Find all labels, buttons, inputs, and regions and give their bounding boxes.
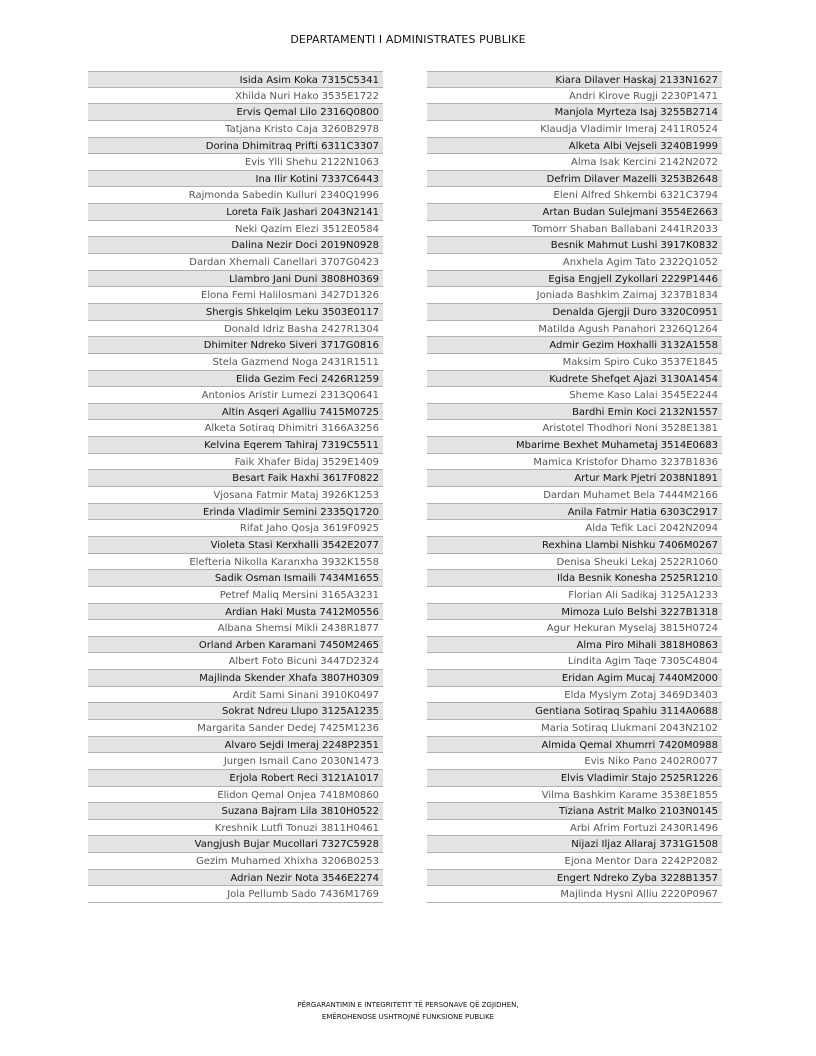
right-list-row: Eridan Agim Mucaj 7440M2000 — [427, 670, 722, 687]
left-list-row: Elidon Qemal Onjea 7418M0860 — [88, 787, 383, 804]
right-list-row: Engert Ndreko Zyba 3228B1357 — [427, 870, 722, 887]
right-list-row: Mimoza Lulo Belshi 3227B1318 — [427, 604, 722, 621]
left-list-row: Ina Ilir Kotini 7337C6443 — [88, 171, 383, 188]
page-footer — [0, 999, 816, 1023]
right-list-row: Ilda Besnik Konesha 2525R1210 — [427, 570, 722, 587]
left-list-row: Altin Asqeri Agalliu 7415M0725 — [88, 404, 383, 421]
right-list-row: Besnik Mahmut Lushi 3917K0832 — [427, 237, 722, 254]
left-list-row: Jurgen Ismail Cano 2030N1473 — [88, 753, 383, 770]
left-list-row: Xhilda Nuri Hako 3535E1722 — [88, 88, 383, 105]
right-list-row: Alketa Albi Vejseli 3240B1999 — [427, 138, 722, 155]
right-list-row: Artan Budan Sulejmani 3554E2663 — [427, 204, 722, 221]
left-list-row: Kreshnik Lutfi Tonuzi 3811H0461 — [88, 820, 383, 837]
left-list-row: Alvaro Sejdi Imeraj 2248P2351 — [88, 737, 383, 754]
right-list-row: Elda Myslym Zotaj 3469D3403 — [427, 687, 722, 704]
left-list-row: Llambro Jani Duni 3808H0369 — [88, 271, 383, 288]
left-list-row: Isida Asim Koka 7315C5341 — [88, 71, 383, 88]
left-list-row: Ardit Sami Sinani 3910K0497 — [88, 687, 383, 704]
left-list-row: Sadik Osman Ismaili 7434M1655 — [88, 570, 383, 587]
left-list-row: Alketa Sotiraq Dhimitri 3166A3256 — [88, 420, 383, 437]
left-list-row: Neki Qazim Elezi 3512E0584 — [88, 221, 383, 238]
right-list-row: Admir Gezim Hoxhalli 3132A1558 — [427, 337, 722, 354]
right-list-row: Mamica Kristofor Dhamo 3237B1836 — [427, 454, 722, 471]
left-list-row: Jola Pellumb Sado 7436M1769 — [88, 886, 383, 903]
left-list-row: Antonios Aristir Lumezi 2313Q0641 — [88, 387, 383, 404]
right-list-row: Eleni Alfred Shkembi 6321C3794 — [427, 187, 722, 204]
right-list-row: Artur Mark Pjetri 2038N1891 — [427, 470, 722, 487]
left-list-row: Shergis Shkelqim Leku 3503E0117 — [88, 304, 383, 321]
page-title: DEPARTAMENTI I ADMINISTRATES PUBLIKE — [290, 33, 526, 46]
right-list-row: Tomorr Shaban Ballabani 2441R2033 — [427, 221, 722, 238]
left-list-row: Rifat Jaho Qosja 3619F0925 — [88, 520, 383, 537]
right-list-row: Bardhi Emin Koci 2132N1557 — [427, 404, 722, 421]
right-list-row: Klaudja Vladimir Imeraj 2411R0524 — [427, 121, 722, 138]
right-list-row: Kudrete Shefqet Ajazi 3130A1454 — [427, 371, 722, 388]
right-list-row: Maksim Spiro Cuko 3537E1845 — [427, 354, 722, 371]
left-list-row: Adrian Nezir Nota 3546E2274 — [88, 870, 383, 887]
right-list-row: Vilma Bashkim Karame 3538E1855 — [427, 787, 722, 804]
left-list-row: Violeta Stasi Kerxhalli 3542E2077 — [88, 537, 383, 554]
left-list-row: Margarita Sander Dedej 7425M1236 — [88, 720, 383, 737]
left-list-row: Besart Faik Haxhi 3617F0822 — [88, 470, 383, 487]
right-list-row: Alma Isak Kercini 2142N2072 — [427, 154, 722, 171]
right-list-row: Anila Fatmir Hatia 6303C2917 — [427, 504, 722, 521]
left-list-row: Evis Ylli Shehu 2122N1063 — [88, 154, 383, 171]
right-list-row: Kiara Dilaver Haskaj 2133N1627 — [427, 71, 722, 88]
left-list-row: Elida Gezim Feci 2426R1259 — [88, 371, 383, 388]
right-list-row: Dardan Muhamet Bela 7444M2166 — [427, 487, 722, 504]
left-list-row: Ervis Qemal Lilo 2316Q0800 — [88, 104, 383, 121]
right-list-row: Alma Piro Mihali 3818H0863 — [427, 637, 722, 654]
left-list-row: Erinda Vladimir Semini 2335Q1720 — [88, 504, 383, 521]
left-list-row: Sokrat Ndreu Llupo 3125A1235 — [88, 703, 383, 720]
right-list-row: Defrim Dilaver Mazelli 3253B2648 — [427, 171, 722, 188]
right-list-row: Aristotel Thodhori Noni 3528E1381 — [427, 420, 722, 437]
right-list-row: Agur Hekuran Myselaj 3815H0724 — [427, 620, 722, 637]
left-list-row: Albana Shemsi Mikli 2438R1877 — [88, 620, 383, 637]
right-list-row: Evis Niko Pano 2402R0077 — [427, 753, 722, 770]
left-list-row: Petref Maliq Mersini 3165A3231 — [88, 587, 383, 604]
right-list-row: Tiziana Astrit Malko 2103N0145 — [427, 803, 722, 820]
footer-line-1: PËRGARANTIMIN E INTEGRITETIT TË PERSONAVE QË ZGJIDHEN, — [297, 1001, 519, 1009]
right-list-row: Ejona Mentor Dara 2242P2082 — [427, 853, 722, 870]
right-list-row: Alda Tefik Laci 2042N2094 — [427, 520, 722, 537]
left-list-row: Vangjush Bujar Mucollari 7327C5928 — [88, 836, 383, 853]
left-list-row: Kelvina Eqerem Tahiraj 7319C5511 — [88, 437, 383, 454]
left-name-list — [88, 71, 383, 903]
right-list-row: Arbi Afrim Fortuzi 2430R1496 — [427, 820, 722, 837]
left-list-row: Dalina Nezir Doci 2019N0928 — [88, 237, 383, 254]
right-list-row: Denalda Gjergji Duro 3320C0951 — [427, 304, 722, 321]
right-list-row: Andri Kirove Rugji 2230P1471 — [427, 88, 722, 105]
left-list-row: Ardian Haki Musta 7412M0556 — [88, 604, 383, 621]
right-list-row: Rexhina Llambi Nishku 7406M0267 — [427, 537, 722, 554]
right-list-row: Maria Sotiraq Llukmani 2043N2102 — [427, 720, 722, 737]
left-list-row: Stela Gazmend Noga 2431R1511 — [88, 354, 383, 371]
left-list-row: Erjola Robert Reci 3121A1017 — [88, 770, 383, 787]
right-list-row: Majlinda Hysni Alliu 2220P0967 — [427, 886, 722, 903]
right-list-row: Joniada Bashkim Zaimaj 3237B1834 — [427, 287, 722, 304]
left-list-row: Dardan Xhemali Canellari 3707G0423 — [88, 254, 383, 271]
left-list-row: Gezim Muhamed Xhixha 3206B0253 — [88, 853, 383, 870]
right-list-row: Sheme Kaso Lalai 3545E2244 — [427, 387, 722, 404]
right-list-row: Denisa Sheuki Lekaj 2522R1060 — [427, 554, 722, 571]
left-list-row: Albert Foto Bicuni 3447D2324 — [88, 653, 383, 670]
left-list-row: Majlinda Skender Xhafa 3807H0309 — [88, 670, 383, 687]
right-list-row: Almida Qemal Xhumrri 7420M0988 — [427, 737, 722, 754]
right-list-row: Florian Ali Sadikaj 3125A1233 — [427, 587, 722, 604]
right-list-row: Elvis Vladimir Stajo 2525R1226 — [427, 770, 722, 787]
right-list-row: Manjola Myrteza Isaj 3255B2714 — [427, 104, 722, 121]
left-list-row: Elefteria Nikolla Karanxha 3932K1558 — [88, 554, 383, 571]
left-list-row: Rajmonda Sabedin Kulluri 2340Q1996 — [88, 187, 383, 204]
left-list-row: Vjosana Fatmir Mataj 3926K1253 — [88, 487, 383, 504]
right-name-list — [427, 71, 722, 903]
left-list-row: Suzana Bajram Lila 3810H0522 — [88, 803, 383, 820]
right-list-row: Matilda Agush Panahori 2326Q1264 — [427, 321, 722, 338]
left-list-row: Loreta Faik Jashari 2043N2141 — [88, 204, 383, 221]
right-list-row: Egisa Engjell Zykollari 2229P1446 — [427, 271, 722, 288]
right-list-row: Nijazi Iljaz Allaraj 3731G1508 — [427, 836, 722, 853]
left-list-row: Orland Arben Karamani 7450M2465 — [88, 637, 383, 654]
left-list-row: Dorina Dhimitraq Prifti 6311C3307 — [88, 138, 383, 155]
right-list-row: Mbarime Bexhet Muhametaj 3514E0683 — [427, 437, 722, 454]
left-list-row: Faik Xhafer Bidaj 3529E1409 — [88, 454, 383, 471]
footer-line-2: EMËROHENOSE USHTROJNË FUNKSIONE PUBLIKE — [321, 1013, 495, 1021]
left-list-row: Donald Idriz Basha 2427R1304 — [88, 321, 383, 338]
left-list-row: Tatjana Kristo Caja 3260B2978 — [88, 121, 383, 138]
left-list-row: Elona Femi Halilosmani 3427D1326 — [88, 287, 383, 304]
right-list-row: Gentiana Sotiraq Spahiu 3114A0688 — [427, 703, 722, 720]
right-list-row: Anxhela Agim Tato 2322Q1052 — [427, 254, 722, 271]
left-list-row: Dhimiter Ndreko Siveri 3717G0816 — [88, 337, 383, 354]
right-list-row: Lindita Agim Taqe 7305C4804 — [427, 653, 722, 670]
